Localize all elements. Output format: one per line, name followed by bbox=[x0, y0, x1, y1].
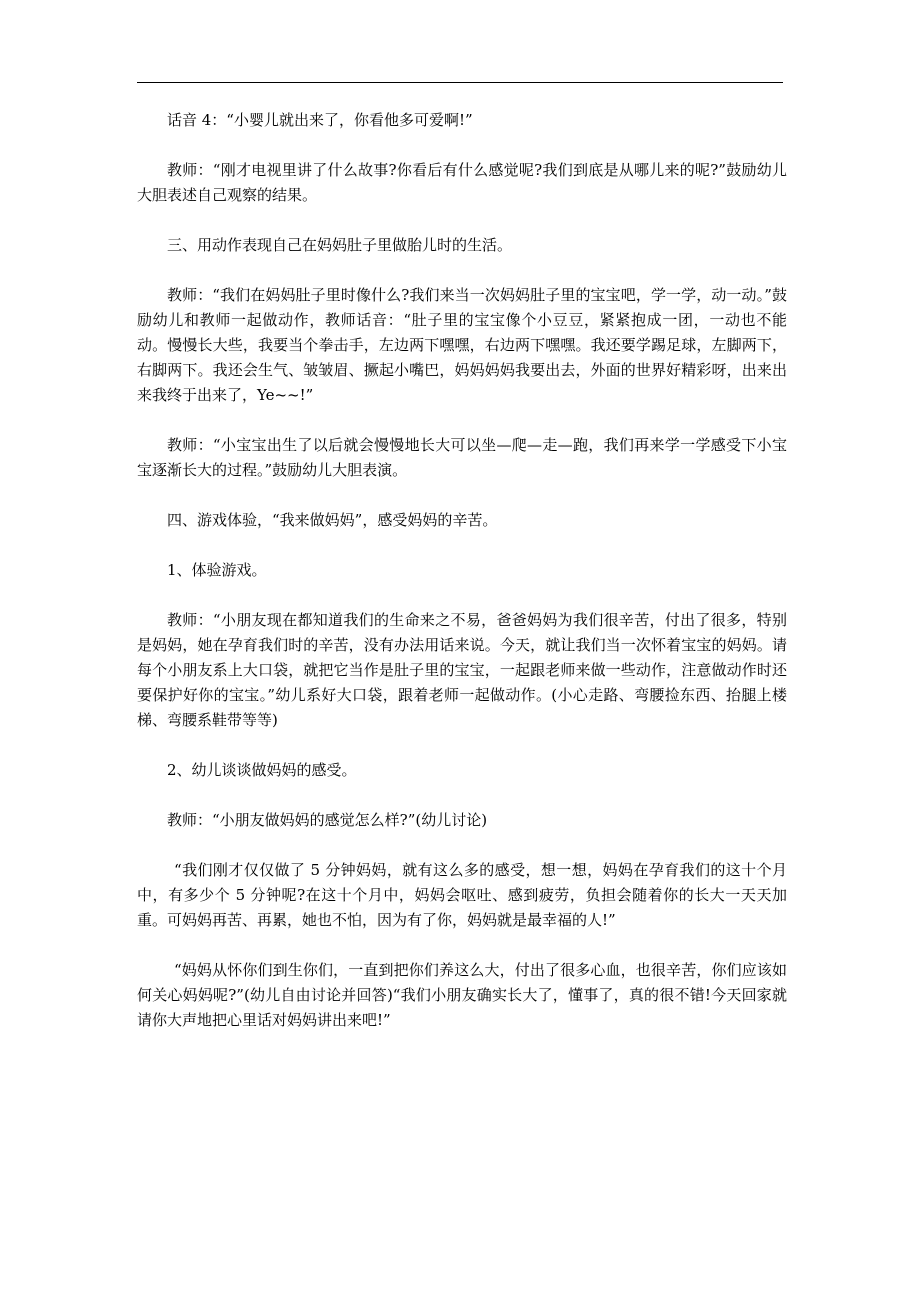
subheading-2: 2、幼儿谈谈做妈妈的感受。 bbox=[167, 761, 357, 779]
paragraph-12: “妈妈从怀你们到生你们，一直到把你们养这么大，付出了很多心血，也很辛苦，你们应该如何关心妈妈呢?”(幼儿自由讨论并回答)“我们小朋友确实长大了，懂事了，真的很不错!今天回家就请你大声地把心里话对妈妈讲出来吧!” bbox=[137, 961, 787, 1029]
header-rule bbox=[137, 82, 783, 83]
paragraph-4: 教师：“我们在妈妈肚子里时像什么?我们来当一次妈妈肚子里的宝宝吧，学一学，动一动。”鼓励幼儿和教师一起做动作，教师话音：“肚子里的宝宝像个小豆豆，紧紧抱成一团，一动也不能动。慢慢长大些，我要当个拳击手，左边两下嘿嘿，右边两下嘿嘿。我还要学踢足球，左脚两下，右脚两下。我还会生气、皱皱眉、撅起小嘴巴，妈妈妈妈我要出去，外面的世界好精彩呀，出来出来我终于出来了，Ye~~!” bbox=[137, 286, 787, 404]
section-heading-4: 四、游戏体验，“我来做妈妈”，感受妈妈的辛苦。 bbox=[167, 511, 498, 529]
paragraph-11: “我们刚才仅仅做了 5 分钟妈妈，就有这么多的感受，想一想，妈妈在孕育我们的这十个月中，有多少个 5 分钟呢?在这十个月中，妈妈会呕吐、感到疲劳，负担会随着你的长大一天天加重。可妈妈再苦、再累，她也不怕，因为有了你，妈妈就是最幸福的人!” bbox=[137, 861, 787, 929]
subheading-1: 1、体验游戏。 bbox=[167, 561, 267, 579]
paragraph-10: 教师：“小朋友做妈妈的感觉怎么样?”(幼儿讨论) bbox=[167, 811, 488, 829]
paragraph-8: 教师：“小朋友现在都知道我们的生命来之不易，爸爸妈妈为我们很辛苦，付出了很多，特别是妈妈，她在孕育我们时的辛苦，没有办法用话来说。今天，就让我们当一次怀着宝宝的妈妈。请每个小朋友系上大口袋，就把它当作是肚子里的宝宝，一起跟老师来做一些动作，注意做动作时还要保护好你的宝宝。”幼儿系好大口袋，跟着老师一起做动作。(小心走路、弯腰捡东西、抬腿上楼梯、弯腰系鞋带等等) bbox=[137, 611, 787, 729]
paragraph-5: 教师：“小宝宝出生了以后就会慢慢地长大可以坐—爬—走—跑，我们再来学一学感受下小宝宝逐渐长大的过程。”鼓励幼儿大胆表演。 bbox=[137, 436, 787, 479]
document-body bbox=[137, 108, 787, 1058]
paragraph-2: 教师：“刚才电视里讲了什么故事?你看后有什么感觉呢?我们到底是从哪儿来的呢?”鼓励幼儿大胆表述自己观察的结果。 bbox=[137, 161, 787, 204]
paragraph-1: 话音 4：“小婴儿就出来了，你看他多可爱啊!” bbox=[167, 111, 473, 129]
section-heading-3: 三、用动作表现自己在妈妈肚子里做胎儿时的生活。 bbox=[167, 236, 513, 254]
